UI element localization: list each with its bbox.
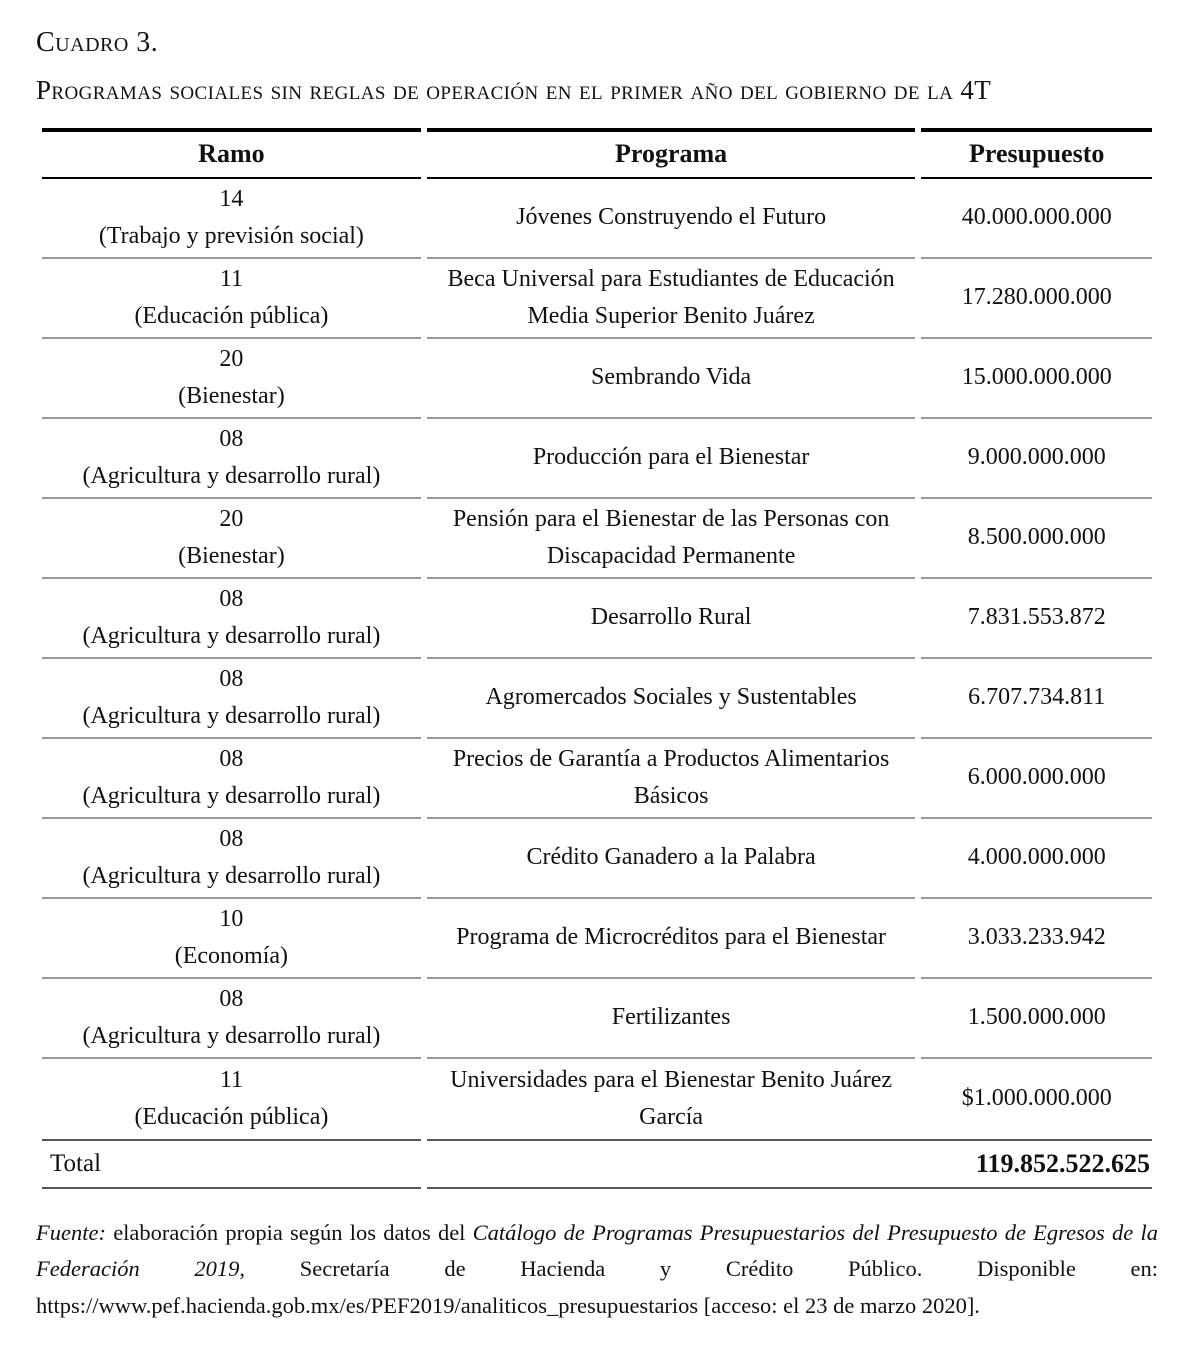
- total-label: Total: [42, 1139, 421, 1189]
- programs-table: [36, 128, 1158, 1189]
- ramo-cell: [42, 579, 421, 659]
- ramo-cell: [42, 659, 421, 739]
- programa-cell: Agromercados Sociales y Sustentables: [427, 659, 916, 739]
- ramo-name: (Educación pública): [134, 302, 329, 329]
- table-row: [42, 979, 1152, 1059]
- ramo-code: 20: [219, 505, 244, 532]
- ramo-code: 10: [219, 905, 244, 932]
- table-row: [42, 259, 1152, 339]
- programa-cell: Crédito Ganadero a la Palabra: [427, 819, 916, 899]
- programa-cell: Programa de Microcréditos para el Bienestar: [427, 899, 916, 979]
- table-footer: [42, 1139, 1152, 1189]
- programa-cell: Universidades para el Bienestar Benito Juárez García: [450, 1066, 893, 1130]
- table-header: [42, 128, 1152, 179]
- programa-cell: Desarrollo Rural: [427, 579, 916, 659]
- presupuesto-cell: 3.033.233.942: [921, 899, 1152, 979]
- ramo-cell: [42, 1059, 421, 1139]
- ramo-name: (Trabajo y previsión social): [98, 222, 364, 249]
- presupuesto-cell: 1.500.000.000: [921, 979, 1152, 1059]
- programa-cell: Fertilizantes: [427, 979, 916, 1059]
- table-row: [42, 499, 1152, 579]
- programa-cell: Pensión para el Bienestar de las Personas con Discapacidad Permanente: [427, 499, 916, 579]
- source-note-tail: , Secretaría de Hacienda y Crédito Público. Disponible en: https://www.pef.hacienda.gob.mx/es/PEF2019/analiticos_presupuestarios [acceso: el 23 de marzo 2020].: [36, 1256, 1158, 1318]
- programa-cell: Sembrando Vida: [427, 339, 916, 419]
- programa-cell: Jóvenes Construyendo el Futuro: [427, 179, 916, 259]
- presupuesto-cell: 4.000.000.000: [921, 819, 1152, 899]
- table-caption-label: Cuadro 3.: [36, 27, 159, 58]
- ramo-code: 11: [219, 265, 243, 292]
- ramo-code: 08: [219, 745, 244, 772]
- ramo-code: 20: [219, 345, 244, 372]
- presupuesto-cell: 6.000.000.000: [921, 739, 1152, 819]
- source-note: [36, 1215, 1158, 1324]
- presupuesto-cell: 9.000.000.000: [921, 419, 1152, 499]
- presupuesto-cell: $1.000.000.000: [961, 1085, 1112, 1112]
- source-note-label: Fuente:: [36, 1219, 106, 1245]
- source-note-text: elaboración propia según los datos del: [105, 1219, 473, 1245]
- ramo-name: (Agricultura y desarrollo rural): [82, 862, 381, 889]
- ramo-cell: [42, 179, 421, 259]
- total-row: [42, 1139, 1152, 1189]
- table-row: [42, 819, 1152, 899]
- ramo-code: 08: [219, 665, 244, 692]
- total-value: 119.852.522.625: [427, 1139, 1152, 1189]
- column-header-ramo: Ramo: [42, 128, 421, 179]
- ramo-code: 14: [219, 185, 244, 212]
- ramo-code: 08: [219, 425, 244, 452]
- table-row: [42, 179, 1152, 259]
- ramo-name: (Agricultura y desarrollo rural): [82, 702, 381, 729]
- ramo-name: (Agricultura y desarrollo rural): [82, 782, 381, 809]
- table-row: [42, 1059, 1152, 1139]
- table-row: [42, 419, 1152, 499]
- table-row: [42, 579, 1152, 659]
- presupuesto-cell: 8.500.000.000: [921, 499, 1152, 579]
- ramo-name: (Bienestar): [178, 542, 285, 569]
- presupuesto-cell: 6.707.734.811: [921, 659, 1152, 739]
- ramo-cell: [42, 259, 421, 339]
- ramo-name: (Agricultura y desarrollo rural): [82, 622, 381, 649]
- presupuesto-cell: 17.280.000.000: [921, 259, 1152, 339]
- ramo-cell: [42, 499, 421, 579]
- ramo-cell: [42, 739, 421, 819]
- ramo-code: 08: [219, 825, 244, 852]
- table-row: [42, 659, 1152, 739]
- column-header-presupuesto: Presupuesto: [921, 128, 1152, 179]
- presupuesto-cell: 40.000.000.000: [921, 179, 1152, 259]
- ramo-name: (Economía): [174, 942, 289, 969]
- ramo-name: (Agricultura y desarrollo rural): [82, 1022, 381, 1049]
- table-caption-title: Programas sociales sin reglas de operación en el primer año del gobierno de la 4T: [36, 74, 992, 105]
- ramo-cell: [42, 819, 421, 899]
- programa-cell: Beca Universal para Estudiantes de Educación Media Superior Benito Juárez: [427, 259, 916, 339]
- table-row: [42, 339, 1152, 419]
- ramo-cell: [42, 899, 421, 979]
- ramo-cell: [42, 339, 421, 419]
- table-body: [42, 179, 1152, 1139]
- table-row: [42, 899, 1152, 979]
- ramo-cell: [42, 979, 421, 1059]
- ramo-code: 11: [219, 1066, 243, 1093]
- ramo-name: (Agricultura y desarrollo rural): [82, 462, 381, 489]
- programa-cell: Producción para el Bienestar: [427, 419, 916, 499]
- presupuesto-cell: 15.000.000.000: [921, 339, 1152, 419]
- ramo-name: (Educación pública): [134, 1103, 329, 1130]
- programa-cell: Precios de Garantía a Productos Alimentarios Básicos: [427, 739, 916, 819]
- ramo-code: 08: [219, 585, 244, 612]
- column-header-programa: Programa: [427, 128, 916, 179]
- ramo-code: 08: [219, 985, 244, 1012]
- table-row: [42, 739, 1152, 819]
- ramo-cell: [42, 419, 421, 499]
- ramo-name: (Bienestar): [178, 382, 285, 409]
- source-note-cited-title: Catálogo de Programas Presupuestarios del Presupuesto de Egresos de la Federación 2019: [36, 1219, 1158, 1282]
- presupuesto-cell: 7.831.553.872: [921, 579, 1152, 659]
